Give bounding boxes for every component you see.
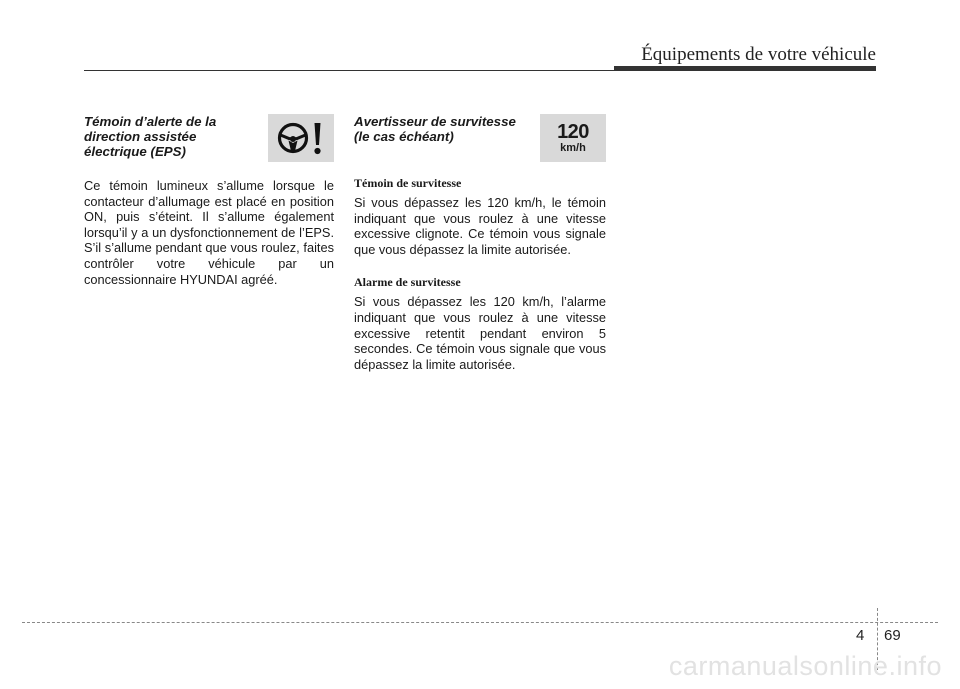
speed-icon-number: 120	[557, 121, 589, 143]
watermark-text: carmanualsonline.info	[668, 651, 942, 681]
page-number: 69	[884, 627, 901, 644]
eps-title-line-2: direction assistée	[84, 129, 197, 144]
speed-icon-unit: km/h	[560, 142, 586, 154]
eps-section	[84, 114, 334, 287]
speed-section-title	[354, 114, 539, 144]
footer-rule	[22, 622, 938, 623]
eps-title-line-1: Témoin d’alerte de la	[84, 114, 217, 129]
speed-alarm-heading: Alarme de survitesse	[354, 275, 461, 290]
speed-title-line-1: Avertisseur de survitesse	[354, 114, 516, 129]
eps-section-title	[84, 114, 244, 159]
speed-light-body: Si vous dépassez les 120 km/h, le témoin indiquant que vous roulez à une vitesse excessive clignote. Ce témoin vous signale que vous dépassez la limite autorisée.	[354, 195, 606, 257]
speed-section	[354, 114, 606, 372]
speed-section-head	[354, 114, 606, 164]
eps-body-text: Ce témoin lumineux s’allume lorsque le contacteur d’allumage est placé en position ON, puis s’éteint. Il s’allume également lorsqu’il y a un dysfonctionnement de l’EPS. S’il s’allume pendant que vous roulez, faites contrôler votre véhicule par un concessionnaire HYUNDAI agréé.	[84, 178, 334, 287]
speed-alarm-body: Si vous dépassez les 120 km/h, l’alarme indiquant que vous roulez à une vitesse excessive retentit pendant environ 5 secondes. Ce témoin vous signale que vous dépassez la limite autorisée.	[354, 294, 606, 372]
chapter-number: 4	[856, 627, 865, 644]
speed-120-kmh-icon	[540, 114, 606, 162]
speed-light-heading: Témoin de survitesse	[354, 176, 462, 190]
page-header-title: Équipements de votre véhicule	[641, 44, 876, 65]
header-rule-accent	[614, 66, 876, 71]
steering-wheel-warning-svg	[271, 116, 331, 160]
steering-wheel-warning-icon	[268, 114, 334, 162]
eps-title-line-3: électrique (EPS)	[84, 144, 186, 159]
eps-section-head	[84, 114, 334, 164]
speed-title-line-2: (le cas échéant)	[354, 129, 454, 144]
